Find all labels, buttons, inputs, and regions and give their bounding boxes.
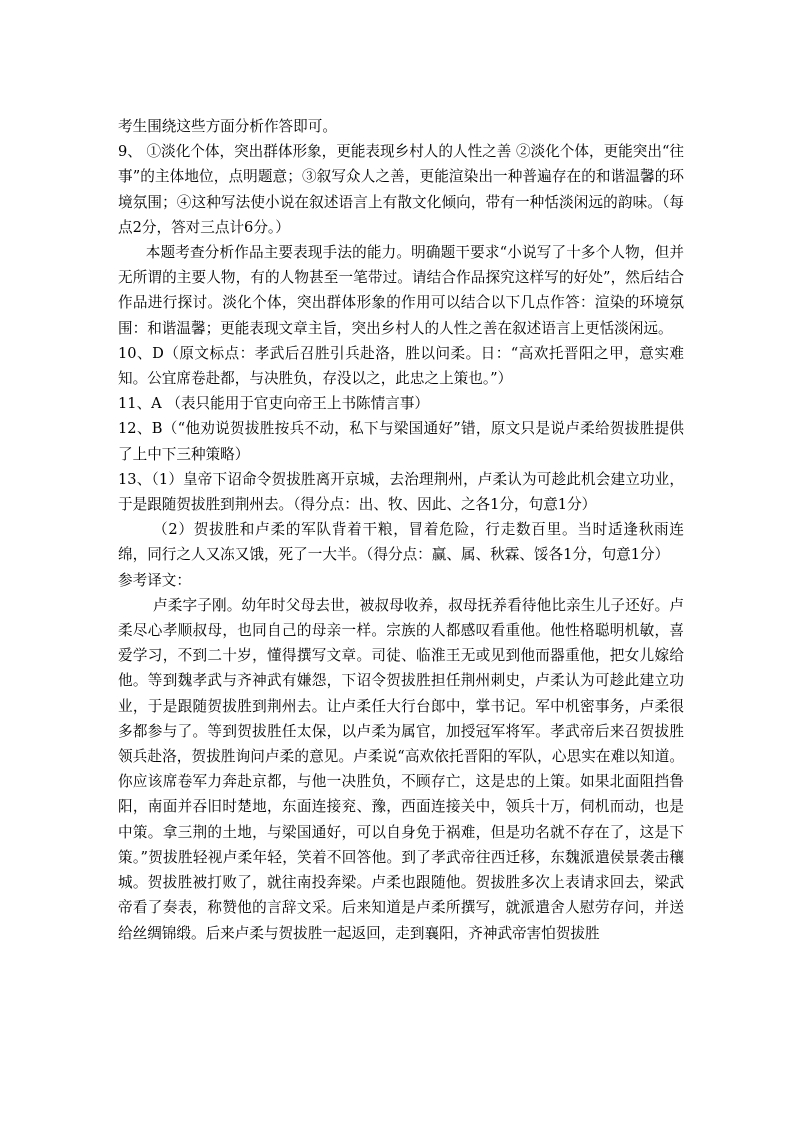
answer-10: 10、D（原文标点：孝武后召胜引兵赴洛，胜以问柔。日：“高欢托晋阳之甲，意实难知。公宜席卷赴都，与决胜负，存没以之，此忠之上策也。”） [118,344,684,388]
document-page [118,114,684,946]
translation-text: 卢柔字子刚。幼年时父母去世，被叔母收养，叔母抚养看待他比亲生儿子还好。卢柔尽心孝顺叔母，也同自己的母亲一样。宗族的人都感叹看重他。他性格聪明机敏，喜爱学习，不到二十岁，懂得撰写文章。司徒、临淮王无或见到他而器重他，把女儿嫁给他。等到魏孝武与齐神武有嫌怨，下诏令贺拔胜担任荆州刺史，卢柔认为可趁此建立功业，于是跟随贺拔胜到荆州去。让卢柔任大行台郎中，掌书记。军中机密事务，卢柔很多都参与了。等到贺拔胜任太保，以卢柔为属官，加授冠军将军。孝武帝后来召贺拔胜领兵赴洛，贺拔胜询问卢柔的意见。卢柔说“高欢依托晋阳的军队，心思实在难以知道。你应该席卷军力奔赴京都，与他一决胜负，不顾存亡，这是忠的上策。如果北面阻挡鲁阳，南面并吞旧时楚地，东面连接兖、豫，西面连接关中，领兵十万，伺机而动，也是中策。拿三荆的土地，与梁国通好，可以自身免于祸难，但是功名就不存在了，这是下策。”贺拔胜轻视卢柔年轻，笑着不回答他。到了孝武帝往西迁移，东魏派遣侯景袭击穰城。贺拔胜被打败了，就往南投奔梁。卢柔也跟随他。贺拔胜多次上表请求回去，梁武帝看了奏表，称赞他的言辞文采。后来知道是卢柔所撰写，就派遣舍人慰劳存问，并送给丝绸锦缎。后来卢柔与贺拔胜一起返回，走到襄阳，齐神武帝害怕贺拔胜 [118,596,684,942]
answer-9-explanation: 本题考查分析作品主要表现手法的能力。明确题干要求“小说写了十多个人物，但并无所谓的主要人物，有的人物甚至一笔带过。请结合作品探究这样写的好处”，然后结合作品进行探讨。淡化个体，突出群体形象的作用可以结合以下几点作答：渲染的环境氛围：和谐温馨；更能表现文章主旨，突出乡村人的人性之善在叙述语言上更恬淡闲远。 [118,244,684,337]
answer-11: 11、A （表只能用于官吏向帝王上书陈情言事） [118,395,430,413]
answer-13-part1: 13、（1）皇帝下诏命令贺拔胜离开京城，去治理荆州，卢柔认为可趁此机会建立功业，于是跟随贺拔胜到荆州去。（得分点：出、牧、因此、之各1分，句意1分） [118,470,684,514]
answer-13-part2: （2）贺拔胜和卢柔的军队背着干粮，冒着危险，行走数百里。当时适逢秋雨连绵，同行之人又冻又饿，死了一大半。（得分点：赢、属、秋霖、馁各1分，句意1分） [118,521,684,564]
answer-paragraph: 考生围绕这些方面分析作答即可。 [118,118,337,135]
answer-12: 12、B（“他劝说贺拔胜按兵不动，私下与梁国通好”错，原文只是说卢柔给贺拔胜提供了上中下三种策略） [118,420,684,463]
answer-9: 9、 ①淡化个体，突出群体形象，更能表现乡村人的人性之善 ②淡化个体，更能突出“往事”的主体地位，点明题意；③叙写众人之善，更能渲染出一种普遍存在的和谐温馨的环境氛围；④这种写法使小说在叙述语言上有散文化倾向，带有一种恬淡闲远的韵味。（每点2分，答对三点计6分。） [118,143,684,236]
translation-heading: 参考译文： [118,571,191,589]
